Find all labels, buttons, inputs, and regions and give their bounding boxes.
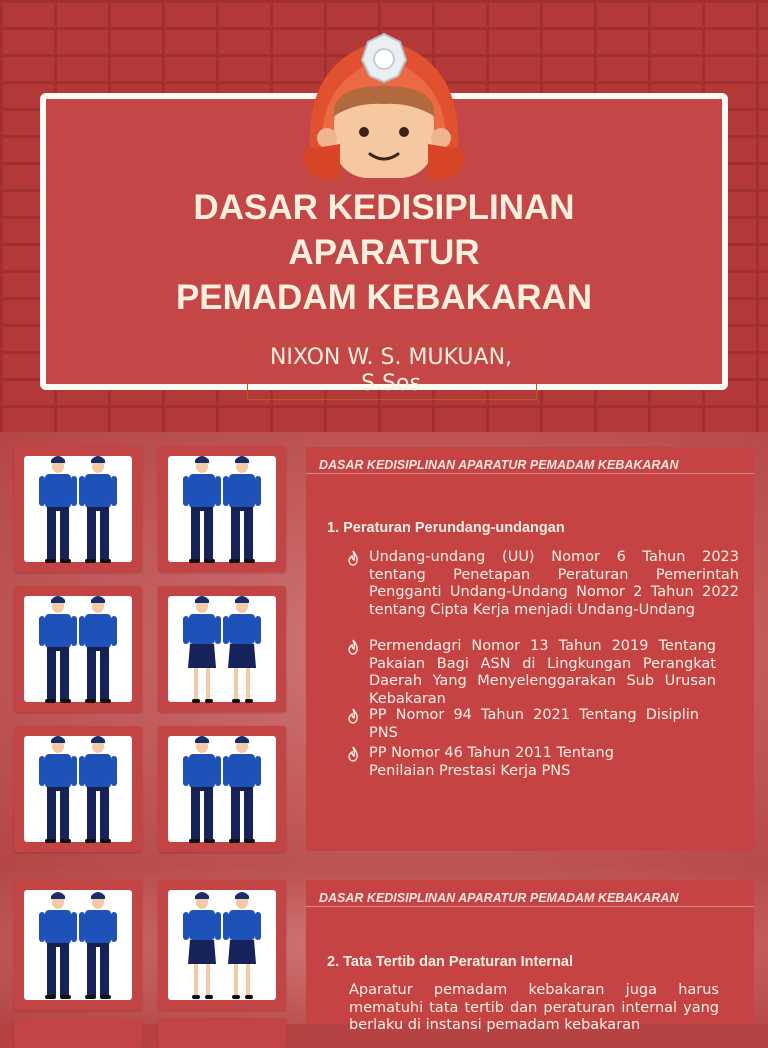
list-item: [346, 549, 739, 621]
list-item: [346, 707, 716, 743]
flame-icon: [346, 638, 360, 656]
flame-icon: [346, 745, 360, 763]
uniform-card: [14, 586, 142, 712]
uniform-image: [168, 596, 276, 702]
uniform-image: [24, 736, 132, 842]
flame-icon: [346, 707, 360, 725]
list-item: [346, 638, 716, 708]
title-line: DASAR KEDISIPLINAN: [193, 188, 575, 227]
list-item: [346, 745, 716, 781]
uniform-card: [158, 1018, 286, 1048]
paragraph: Aparatur pemadam kebakaran juga harus mematuhi tata tertib dan peraturan internal yang berlaku di instansi pemadam kebakaran: [349, 982, 719, 1033]
uniform-card: [158, 586, 286, 712]
uniform-image: [24, 890, 132, 1000]
title-line: PEMADAM KEBAKARAN: [175, 278, 593, 317]
title-line: APARATUR: [288, 233, 480, 272]
uniform-image: [168, 456, 276, 562]
uniform-card: [14, 446, 142, 572]
panel-title: DASAR KEDISIPLINAN APARATUR PEMADAM KEBAKARAN: [319, 891, 679, 905]
bullet-text: Undang-undang (UU) Nomor 6 Tahun 2023 tentang Penetapan Peraturan Pemerintah Pengganti Undang-Undang Nomor 2 Tahun 2022 tentang Cipta Kerja menjadi Undang-Undang: [369, 549, 739, 618]
uniform-image: [24, 456, 132, 562]
section-heading: 1. Peraturan Perundang-undangan: [327, 520, 565, 536]
uniform-card: [14, 1018, 142, 1048]
presentation-title: [40, 185, 728, 320]
firefighter-helmet-icon: [300, 28, 468, 188]
section-heading: 2. Tata Tertib dan Peraturan Internal: [327, 954, 574, 970]
flame-icon: [346, 549, 360, 567]
uniform-card: [14, 726, 142, 852]
title-slide: [0, 0, 768, 432]
uniform-image: [24, 596, 132, 702]
uniform-image: [168, 890, 276, 1000]
panel-title: DASAR KEDISIPLINAN APARATUR PEMADAM KEBAKARAN: [319, 458, 679, 472]
author-name: NIXON W. S. MUKUAN, S.Sos: [269, 345, 513, 396]
uniform-card: [158, 880, 286, 1010]
bullet-text: PP Nomor 46 Tahun 2011 Tentang Penilaian Prestasi Kerja PNS: [369, 745, 614, 779]
bullet-text: PP Nomor 94 Tahun 2021 Tentang Disiplin PNS: [369, 707, 699, 741]
bullet-text: Permendagri Nomor 13 Tahun 2019 Tentang Pakaian Bagi ASN di Lingkungan Perangkat Daerah Yang Menyelenggarakan Sub Urusan Kebakaran: [369, 638, 716, 707]
uniform-card: [158, 726, 286, 852]
uniform-card: [158, 446, 286, 572]
uniform-card: [14, 880, 142, 1010]
uniform-image: [168, 736, 276, 842]
